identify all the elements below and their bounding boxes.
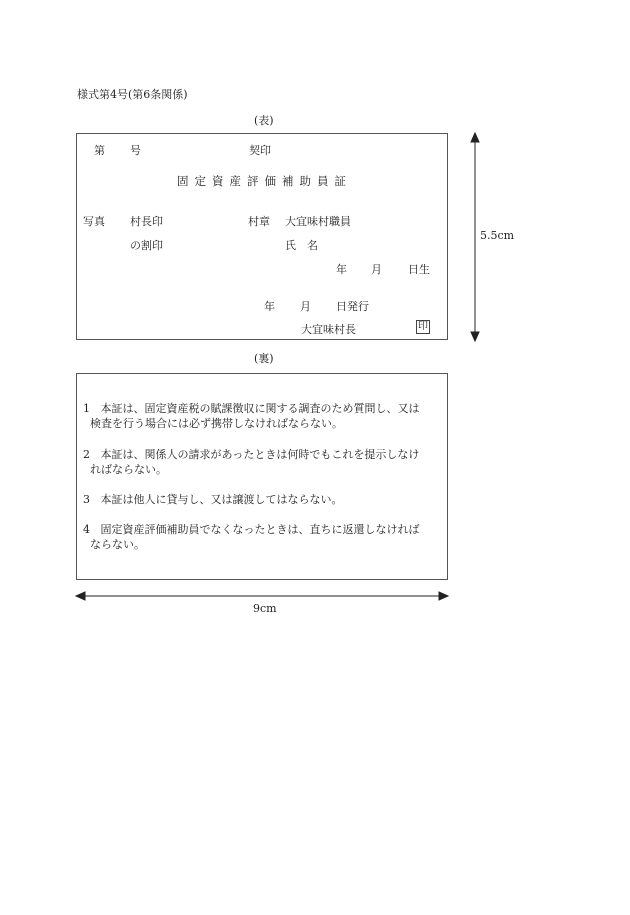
front-caption: (表) <box>254 114 274 127</box>
item-text: 本証は、固定資産税の賦課徴収に関する調査のため質問し、又は <box>100 402 420 415</box>
mayor-seal-line1: 村長印 <box>130 215 163 228</box>
item-text: 固定資産評価補助員でなくなったときは、直ちに返還しなければ <box>100 523 420 536</box>
item-number: 2 <box>83 448 90 461</box>
form-label: 様式第4号(第6条関係) <box>77 88 188 101</box>
height-arrow-bottom-head <box>471 332 479 341</box>
seal-mark: 契印 <box>249 144 271 157</box>
back-caption: (裏) <box>254 352 274 365</box>
height-arrow-top-head <box>471 133 479 142</box>
height-label: 5.5cm <box>480 229 515 242</box>
issue-year: 年 <box>264 300 275 313</box>
item-number: 1 <box>83 402 90 415</box>
seal-stamp: 印 <box>418 321 428 332</box>
birth-day: 日生 <box>408 263 430 276</box>
card-title: 固定資産評価補助員証 <box>177 174 352 188</box>
number-go: 号 <box>130 144 141 157</box>
village-seal-label: 村章 <box>248 215 270 228</box>
issuer: 大宜味村長 <box>301 323 356 336</box>
birth-year: 年 <box>336 263 347 276</box>
name-label: 氏 名 <box>285 239 318 252</box>
birth-month: 月 <box>371 263 382 276</box>
item-text-cont: ならない。 <box>90 538 145 551</box>
item-text-cont: ればならない。 <box>90 463 167 476</box>
number-dai: 第 <box>94 144 105 157</box>
staff-label: 大宜味村職員 <box>285 215 351 228</box>
photo-label: 写真 <box>83 215 105 228</box>
item-text-cont: 検査を行う場合には必ず携帯しなければならない。 <box>90 417 343 430</box>
issue-month: 月 <box>300 300 311 313</box>
item-number: 4 <box>83 523 90 536</box>
width-arrow-right-head <box>439 592 448 600</box>
width-label: 9cm <box>253 602 277 615</box>
mayor-seal-line2: の割印 <box>130 239 163 252</box>
width-arrow-left-head <box>76 592 85 600</box>
item-text: 本証は、関係人の請求があったときは何時でもこれを提示しなけ <box>100 448 420 461</box>
item-text: 本証は他人に貸与し、又は譲渡してはならない。 <box>100 493 343 506</box>
item-number: 3 <box>83 493 90 506</box>
issue-day: 日発行 <box>336 300 369 313</box>
